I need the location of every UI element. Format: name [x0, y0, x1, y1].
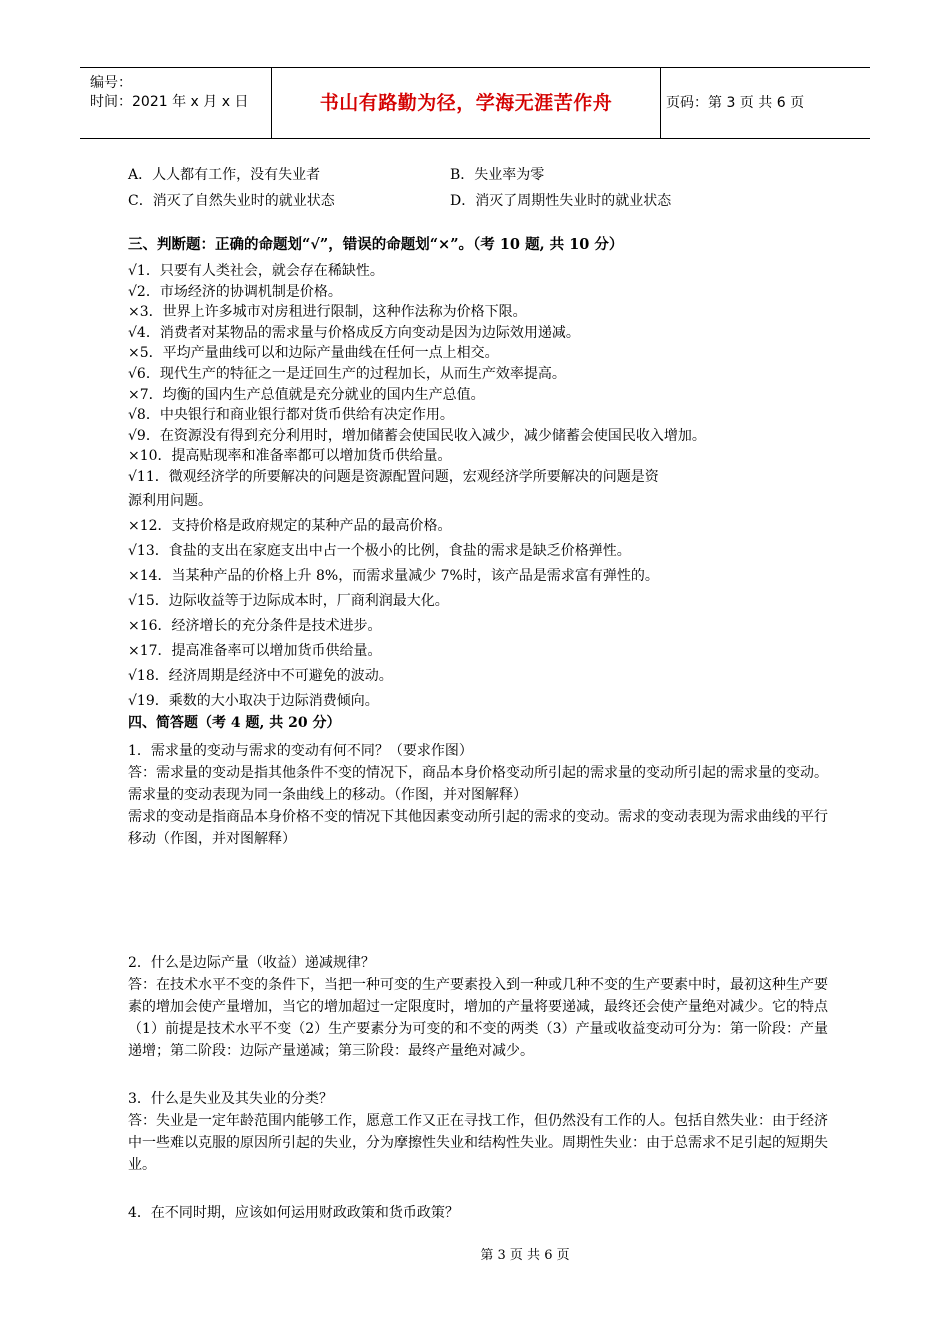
list-item: √8．中央银行和商业银行都对货币供给有决定作用。	[128, 407, 454, 424]
options-row-1	[128, 164, 828, 190]
question-2-text: 2．什么是边际产量（收益）递减规律？	[128, 954, 375, 971]
section-4-title: 四、简答题（考 4 题, 共 20 分）	[128, 714, 341, 731]
serial-label: 编号：	[90, 75, 132, 91]
list-item: √1．只要有人类社会，就会存在稀缺性。	[128, 263, 384, 279]
option-a: A．人人都有工作，没有失业者	[128, 167, 321, 183]
question-4	[128, 1202, 828, 1224]
list-item: √2．市场经济的协调机制是价格。	[128, 283, 342, 300]
list-item: √18．经济周期是经济中不可避免的波动。	[128, 667, 393, 684]
page-number-cell	[661, 68, 870, 138]
list-item: ×3．世界上许多城市对房租进行限制，这种作法称为价格下限。	[128, 304, 527, 321]
motto-cell	[272, 68, 661, 138]
list-item: ×17．提高准备率可以增加货币供给量。	[128, 642, 382, 659]
page-number-label: 页码：第 3 页 共 6 页	[666, 95, 805, 111]
document-body	[128, 164, 828, 1224]
option-b: B．失业率为零	[450, 167, 545, 183]
list-item: √11．微观经济学的所要解决的问题是资源配置问题，宏观经济学所要解决的问题是资	[128, 468, 659, 485]
page-footer	[0, 1244, 950, 1263]
answer-2: 答：在技术水平不变的条件下，当把一种可变的生产要素投入到一种或几种不变的生产要素中时，最初这种生产要素的增加会使产量增加，当它的增加超过一定限度时，增加的产量将要递减，最终还会使产量绝对减少。它的特点（1）前提是技术水平不变（2）生产要素分为可变的和不变的两类（3）产量或收益变动可分为：第一阶段：产量递增；第二阶段：边际产量递减；第三阶段：最终产量绝对减少。	[128, 976, 828, 1059]
answer-3: 答：失业是一定年龄范围内能够工作，愿意工作又正在寻找工作，但仍然没有工作的人。包括自然失业：由于经济中一些难以克服的原因所引起的失业，分为摩擦性失业和结构性失业。周期性失业：由于总需求不足引起的短期失业。	[128, 1112, 828, 1173]
list-item: ×14．当某种产品的价格上升 8%，而需求量减少 7%时，该产品是需求富有弹性的。	[128, 567, 659, 584]
option-c: C．消灭了自然失业时的就业状态	[128, 193, 335, 209]
question-1	[128, 740, 828, 850]
list-item: ×7．均衡的国内生产总值就是充分就业的国内生产总值。	[128, 386, 485, 403]
motto-text: 书山有路勤为径，学海无涯苦作舟	[319, 92, 613, 114]
question-4-text: 4．在不同时期，应该如何运用财政政策和货币政策？	[128, 1204, 459, 1221]
question-3	[128, 1088, 828, 1176]
answer-1-part-2: 需求的变动是指商品本身价格不变的情况下其他因素变动所引起的需求的变动。需求的变动表现为需求曲线的平行移动（作图，并对图解释）	[128, 808, 828, 847]
option-d: D．消灭了周期性失业时的就业状态	[450, 193, 672, 209]
list-item: √6．现代生产的特征之一是迂回生产的过程加长，从而生产效率提高。	[128, 365, 566, 382]
judgement-list	[128, 260, 828, 711]
footer-page-number: 第 3 页 共 6 页	[480, 1248, 570, 1263]
question-1-text: 1．需求量的变动与需求的变动有何不同？（要求作图）	[128, 742, 473, 759]
page-header	[80, 67, 870, 139]
list-item: √19．乘数的大小取决于边际消费倾向。	[128, 692, 379, 709]
header-info-cell	[80, 68, 272, 138]
list-item: ×16．经济增长的充分条件是技术进步。	[128, 617, 382, 634]
list-item: ×12．支持价格是政府规定的某种产品的最高价格。	[128, 517, 452, 534]
answer-1-part-1: 答：需求量的变动是指其他条件不变的情况下，商品本身价格变动所引起的需求量的变动所引起的需求量的变动。需求量的变动表现为同一条曲线上的移动。（作图，并对图解释）	[128, 764, 828, 803]
options-row-2	[128, 190, 828, 216]
list-item: √13．食盐的支出在家庭支出中占一个极小的比例，食盐的需求是缺乏价格弹性。	[128, 542, 631, 559]
time-label: 时间：2021 年 x 月 x 日	[90, 94, 249, 110]
list-item: ×5．平均产量曲线可以和边际产量曲线在任何一点上相交。	[128, 345, 499, 362]
question-3-text: 3．什么是失业及其失业的分类？	[128, 1090, 333, 1107]
question-2	[128, 952, 828, 1062]
list-item: √4．消费者对某物品的需求量与价格成反方向变动是因为边际效用递减。	[128, 324, 580, 341]
list-item: √15．边际收益等于边际成本时，厂商利润最大化。	[128, 592, 449, 609]
section-3-title: 三、判断题：正确的命题划“√”，错误的命题划“×”。（考 10 题, 共 10 分）	[128, 236, 624, 253]
list-item: √9．在资源没有得到充分利用时，增加储蓄会使国民收入减少，减少储蓄会使国民收入增加。	[128, 427, 706, 444]
list-item: ×10．提高贴现率和准备率都可以增加货币供给量。	[128, 448, 452, 465]
list-item-continuation: 源利用问题。	[128, 492, 212, 509]
